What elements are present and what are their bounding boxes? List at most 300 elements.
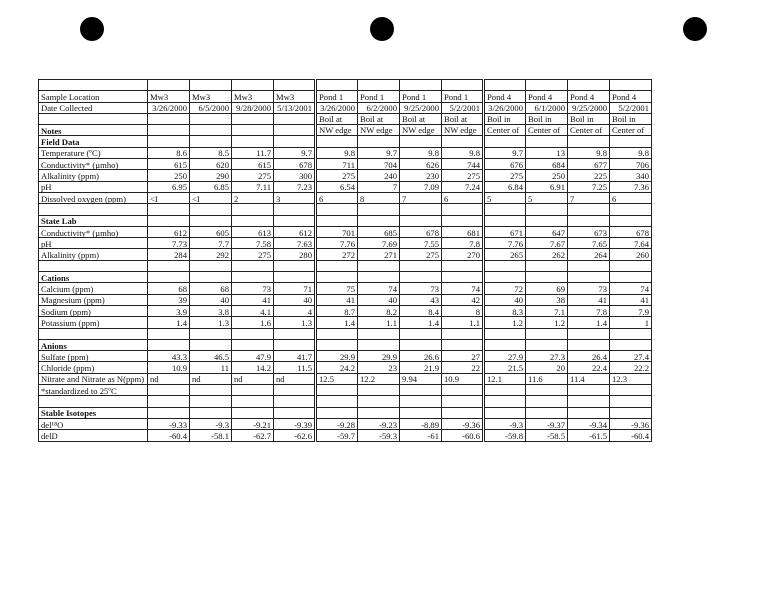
date-cell: 9/25/2000	[400, 102, 442, 113]
table-cell	[484, 260, 526, 271]
table-cell	[148, 204, 190, 215]
table-cell	[232, 272, 274, 283]
note-cell	[190, 113, 232, 124]
table-cell: 26.4	[568, 351, 610, 362]
table-cell: 22	[442, 362, 484, 373]
table-cell	[274, 407, 316, 418]
table-cell: 41	[610, 294, 652, 305]
row-label: Notes	[39, 125, 148, 136]
table-cell	[610, 396, 652, 407]
table-cell	[358, 407, 400, 418]
table-cell: 262	[526, 249, 568, 260]
table-cell: 676	[484, 159, 526, 170]
table-cell: 2	[232, 192, 274, 203]
table-cell: 7.8	[442, 238, 484, 249]
field-data-row	[39, 192, 652, 203]
table-cell: 265	[484, 249, 526, 260]
note-cell	[148, 125, 190, 136]
table-cell	[316, 136, 358, 147]
table-cell: 75	[316, 283, 358, 294]
table-cell: 678	[610, 226, 652, 237]
table-cell	[274, 204, 316, 215]
table-cell: 41	[568, 294, 610, 305]
table-cell: 7.11	[232, 181, 274, 192]
table-cell: 678	[274, 159, 316, 170]
table-cell: 8.4	[400, 305, 442, 316]
note-cell: Boil at	[400, 113, 442, 124]
table-cell	[526, 136, 568, 147]
table-cell: 12.5	[316, 373, 358, 384]
table-cell: 7.58	[232, 238, 274, 249]
table-cell: 275	[232, 249, 274, 260]
table-cell	[442, 396, 484, 407]
table-cell	[274, 80, 316, 91]
table-cell: 1.6	[232, 317, 274, 328]
table-cell	[316, 328, 358, 339]
table-cell	[148, 339, 190, 350]
table-cell: 3.8	[190, 305, 232, 316]
cation-row	[39, 294, 652, 305]
table-cell: 677	[568, 159, 610, 170]
table-cell	[316, 260, 358, 271]
table-cell: 27	[442, 351, 484, 362]
table-cell	[358, 339, 400, 350]
isotope-row	[39, 418, 652, 429]
table-cell: 3.9	[148, 305, 190, 316]
table-cell: 7.23	[274, 181, 316, 192]
table-cell	[358, 328, 400, 339]
table-cell	[148, 260, 190, 271]
row-label: Cations	[39, 272, 148, 283]
table-cell	[526, 339, 568, 350]
table-cell	[442, 407, 484, 418]
table-cell: 11.4	[568, 373, 610, 384]
table-cell	[190, 407, 232, 418]
table-cell: 615	[148, 159, 190, 170]
table-cell	[190, 272, 232, 283]
table-cell	[148, 215, 190, 226]
date-collected-row	[39, 102, 652, 113]
table-cell	[484, 385, 526, 396]
table-cell: 22.4	[568, 362, 610, 373]
table-cell: 68	[148, 283, 190, 294]
table-cell: 290	[190, 170, 232, 181]
table-cell: 4	[274, 305, 316, 316]
table-cell: -9.3	[484, 418, 526, 429]
row-label: Calcium (ppm)	[39, 283, 148, 294]
location-cell: Pond 4	[610, 91, 652, 102]
table-cell: nd	[274, 373, 316, 384]
table-cell	[484, 339, 526, 350]
table-cell	[400, 136, 442, 147]
row-label: Alkalinity (ppm)	[39, 170, 148, 181]
table-cell	[148, 396, 190, 407]
state-lab-row	[39, 249, 652, 260]
table-cell	[484, 328, 526, 339]
table-cell: 40	[484, 294, 526, 305]
row-label: Magnesium (ppm)	[39, 294, 148, 305]
table-cell: 11.7	[232, 147, 274, 158]
binder-hole-right	[683, 17, 707, 41]
table-cell: 647	[526, 226, 568, 237]
table-cell	[400, 385, 442, 396]
location-cell: Pond 1	[316, 91, 358, 102]
table-cell: 7.55	[400, 238, 442, 249]
table-cell: 14.2	[232, 362, 274, 373]
table-cell: 74	[442, 283, 484, 294]
row-label: Dissolved oxygen (ppm)	[39, 192, 148, 203]
table-cell	[610, 339, 652, 350]
table-cell: 613	[232, 226, 274, 237]
table-cell: 20	[526, 362, 568, 373]
note-cell: Boil in	[610, 113, 652, 124]
table-cell: 270	[442, 249, 484, 260]
table-cell	[484, 272, 526, 283]
table-cell	[526, 407, 568, 418]
table-cell: 8.7	[316, 305, 358, 316]
table-cell: <I	[190, 192, 232, 203]
table-cell: 7.25	[568, 181, 610, 192]
table-cell	[610, 215, 652, 226]
note-cell: Boil in	[484, 113, 526, 124]
table-cell	[316, 215, 358, 226]
cation-row	[39, 305, 652, 316]
water-quality-table	[38, 79, 652, 442]
table-cell: 21.5	[484, 362, 526, 373]
table-cell	[358, 204, 400, 215]
table-cell	[442, 328, 484, 339]
table-cell: 47.9	[232, 351, 274, 362]
table-cell	[274, 328, 316, 339]
note-cell: Center of	[526, 125, 568, 136]
table-cell: 6	[442, 192, 484, 203]
table-cell: 292	[190, 249, 232, 260]
row-label: Potassium (ppm)	[39, 317, 148, 328]
standardized-note-row	[39, 385, 652, 396]
table-cell: 275	[400, 249, 442, 260]
table-cell: 74	[358, 283, 400, 294]
table-cell: 275	[316, 170, 358, 181]
table-cell: 260	[610, 249, 652, 260]
table-cell	[358, 80, 400, 91]
table-cell: 43.3	[148, 351, 190, 362]
note-cell	[232, 125, 274, 136]
cation-row	[39, 317, 652, 328]
table-cell: 706	[610, 159, 652, 170]
date-cell: 3/26/2000	[316, 102, 358, 113]
table-cell: 12.1	[484, 373, 526, 384]
table-cell	[148, 385, 190, 396]
table-cell	[568, 407, 610, 418]
table-cell	[442, 215, 484, 226]
location-cell: Pond 1	[442, 91, 484, 102]
table-cell	[526, 260, 568, 271]
row-label	[39, 328, 148, 339]
table-cell	[400, 339, 442, 350]
row-label: del¹⁸O	[39, 418, 148, 429]
location-cell: Pond 1	[400, 91, 442, 102]
table-cell: 250	[148, 170, 190, 181]
row-label	[39, 260, 148, 271]
table-cell: 6.84	[484, 181, 526, 192]
notes-row-2	[39, 125, 652, 136]
table-cell: -62.6	[274, 430, 316, 441]
table-cell: 711	[316, 159, 358, 170]
table-cell	[148, 272, 190, 283]
table-cell	[568, 339, 610, 350]
note-cell: Center of	[568, 125, 610, 136]
section-header	[39, 136, 652, 147]
table-cell	[484, 80, 526, 91]
blank-row	[39, 260, 652, 271]
table-cell: 7.24	[442, 181, 484, 192]
table-cell	[610, 272, 652, 283]
table-cell: 39	[148, 294, 190, 305]
table-cell	[358, 396, 400, 407]
note-cell	[148, 113, 190, 124]
date-cell: 6/2/2000	[358, 102, 400, 113]
table-cell	[148, 136, 190, 147]
anion-row	[39, 351, 652, 362]
table-cell: 605	[190, 226, 232, 237]
table-cell	[568, 328, 610, 339]
location-cell: Mw3	[190, 91, 232, 102]
table-cell	[232, 396, 274, 407]
table-cell: 275	[484, 170, 526, 181]
table-cell: 27.4	[610, 351, 652, 362]
section-header	[39, 407, 652, 418]
table-cell	[610, 260, 652, 271]
table-cell: 704	[358, 159, 400, 170]
table-cell: 280	[274, 249, 316, 260]
table-cell	[400, 272, 442, 283]
table-cell: -59.8	[484, 430, 526, 441]
table-cell: 5	[484, 192, 526, 203]
table-cell: 271	[358, 249, 400, 260]
table-cell: 24.2	[316, 362, 358, 373]
table-cell	[358, 136, 400, 147]
table-cell: 9.8	[568, 147, 610, 158]
table-cell	[610, 407, 652, 418]
table-cell	[232, 80, 274, 91]
table-cell: 42	[442, 294, 484, 305]
table-cell: 620	[190, 159, 232, 170]
row-label: Conductivity* (µmho)	[39, 226, 148, 237]
table-cell: 7.9	[610, 305, 652, 316]
table-cell: 40	[358, 294, 400, 305]
table-cell: -8.89	[400, 418, 442, 429]
table-cell	[610, 204, 652, 215]
row-label: Chloride (ppm)	[39, 362, 148, 373]
field-data-row	[39, 159, 652, 170]
table-cell: 7.8	[568, 305, 610, 316]
table-cell: -60.6	[442, 430, 484, 441]
table-cell: 7.73	[148, 238, 190, 249]
table-cell	[274, 396, 316, 407]
table-cell: -61.5	[568, 430, 610, 441]
table-cell: 1.1	[358, 317, 400, 328]
table-cell: 1.2	[484, 317, 526, 328]
table-cell	[568, 136, 610, 147]
row-label	[39, 80, 148, 91]
table-cell	[526, 80, 568, 91]
note-cell	[232, 113, 274, 124]
table-cell: 29.9	[316, 351, 358, 362]
table-cell: 7.67	[526, 238, 568, 249]
table-cell: 4.1	[232, 305, 274, 316]
table-cell: 284	[148, 249, 190, 260]
isotope-row	[39, 430, 652, 441]
table-cell: 73	[232, 283, 274, 294]
location-cell: Pond 4	[484, 91, 526, 102]
table-cell	[484, 396, 526, 407]
table-cell: 73	[568, 283, 610, 294]
table-cell: 41	[232, 294, 274, 305]
row-label	[39, 396, 148, 407]
table-cell	[232, 407, 274, 418]
table-cell: 240	[358, 170, 400, 181]
table-cell: -9.3	[190, 418, 232, 429]
table-cell: -60.4	[610, 430, 652, 441]
table-cell	[400, 396, 442, 407]
table-cell: 673	[568, 226, 610, 237]
table-cell: 27.9	[484, 351, 526, 362]
table-cell	[358, 272, 400, 283]
row-label: *standardized to 25ºC	[39, 385, 148, 396]
row-label: Stable Isotopes	[39, 407, 148, 418]
table-cell	[190, 396, 232, 407]
table-cell	[400, 80, 442, 91]
table-cell: 68	[190, 283, 232, 294]
date-cell: 5/2/2001	[610, 102, 652, 113]
table-cell: 7	[400, 192, 442, 203]
table-cell: 71	[274, 283, 316, 294]
table-cell: 1.4	[400, 317, 442, 328]
table-cell: 11.5	[274, 362, 316, 373]
table-cell: 11.6	[526, 373, 568, 384]
table-cell	[400, 328, 442, 339]
sample-location-row	[39, 91, 652, 102]
table-cell	[484, 215, 526, 226]
table-cell	[190, 328, 232, 339]
row-label: Nitrate and Nitrate as N(ppm)	[39, 373, 148, 384]
row-label: pH	[39, 238, 148, 249]
table-cell	[568, 260, 610, 271]
table-cell	[274, 260, 316, 271]
date-cell: 3/26/2000	[148, 102, 190, 113]
row-label: delD	[39, 430, 148, 441]
table-cell: 46.5	[190, 351, 232, 362]
table-cell: -9.23	[358, 418, 400, 429]
binder-hole-center	[370, 17, 394, 41]
note-cell: NW edge	[358, 125, 400, 136]
table-cell	[190, 215, 232, 226]
table-cell: 671	[484, 226, 526, 237]
table-cell: 7.63	[274, 238, 316, 249]
table-cell	[526, 396, 568, 407]
location-cell: Pond 4	[526, 91, 568, 102]
table-cell	[484, 136, 526, 147]
table-cell: 8	[442, 305, 484, 316]
table-cell: 9.7	[274, 147, 316, 158]
table-cell	[148, 407, 190, 418]
table-cell	[610, 385, 652, 396]
date-cell: 3/26/2000	[484, 102, 526, 113]
table-cell	[190, 339, 232, 350]
table-cell	[610, 136, 652, 147]
note-cell	[190, 125, 232, 136]
table-cell	[274, 272, 316, 283]
table-cell: 1.4	[148, 317, 190, 328]
table-cell: 9.94	[400, 373, 442, 384]
row-label: Alkalinity (ppm)	[39, 249, 148, 260]
anion-row	[39, 362, 652, 373]
table-cell: 615	[232, 159, 274, 170]
table-cell	[526, 328, 568, 339]
table-cell: 7.69	[358, 238, 400, 249]
anion-row	[39, 373, 652, 384]
table-cell: 626	[400, 159, 442, 170]
table-cell	[610, 80, 652, 91]
table-cell	[568, 396, 610, 407]
table-cell: 612	[274, 226, 316, 237]
date-cell: 9/28/2000	[232, 102, 274, 113]
table-cell: 612	[148, 226, 190, 237]
table-cell	[190, 204, 232, 215]
table-cell	[442, 339, 484, 350]
state-lab-row	[39, 238, 652, 249]
table-cell	[358, 215, 400, 226]
table-cell: 230	[400, 170, 442, 181]
table-cell: 7.7	[190, 238, 232, 249]
location-cell: Pond 1	[358, 91, 400, 102]
table-cell: 29.9	[358, 351, 400, 362]
row-label: Conductivity* (µmho)	[39, 159, 148, 170]
table-cell	[316, 339, 358, 350]
table-cell: nd	[190, 373, 232, 384]
table-cell	[274, 339, 316, 350]
note-cell: NW edge	[442, 125, 484, 136]
table-cell: 12.2	[358, 373, 400, 384]
note-cell: Boil in	[526, 113, 568, 124]
table-cell: 8.2	[358, 305, 400, 316]
table-cell: -9.33	[148, 418, 190, 429]
table-cell: 10.9	[148, 362, 190, 373]
table-cell: 8.6	[148, 147, 190, 158]
table-cell	[232, 385, 274, 396]
table-cell	[442, 204, 484, 215]
table-cell	[610, 328, 652, 339]
table-cell: 275	[232, 170, 274, 181]
blank-row	[39, 204, 652, 215]
note-cell: Boil at	[442, 113, 484, 124]
table-cell: 7	[358, 181, 400, 192]
table-cell	[400, 204, 442, 215]
table-cell: 685	[358, 226, 400, 237]
table-cell	[190, 80, 232, 91]
table-cell: 681	[442, 226, 484, 237]
blank-row	[39, 80, 652, 91]
table-cell: -59.3	[358, 430, 400, 441]
table-cell: -59.7	[316, 430, 358, 441]
table-cell: 1.4	[568, 317, 610, 328]
table-cell	[232, 339, 274, 350]
table-cell: -60.4	[148, 430, 190, 441]
table-cell: 6	[316, 192, 358, 203]
table-cell	[148, 80, 190, 91]
table-cell	[442, 385, 484, 396]
table-cell: 12.3	[610, 373, 652, 384]
